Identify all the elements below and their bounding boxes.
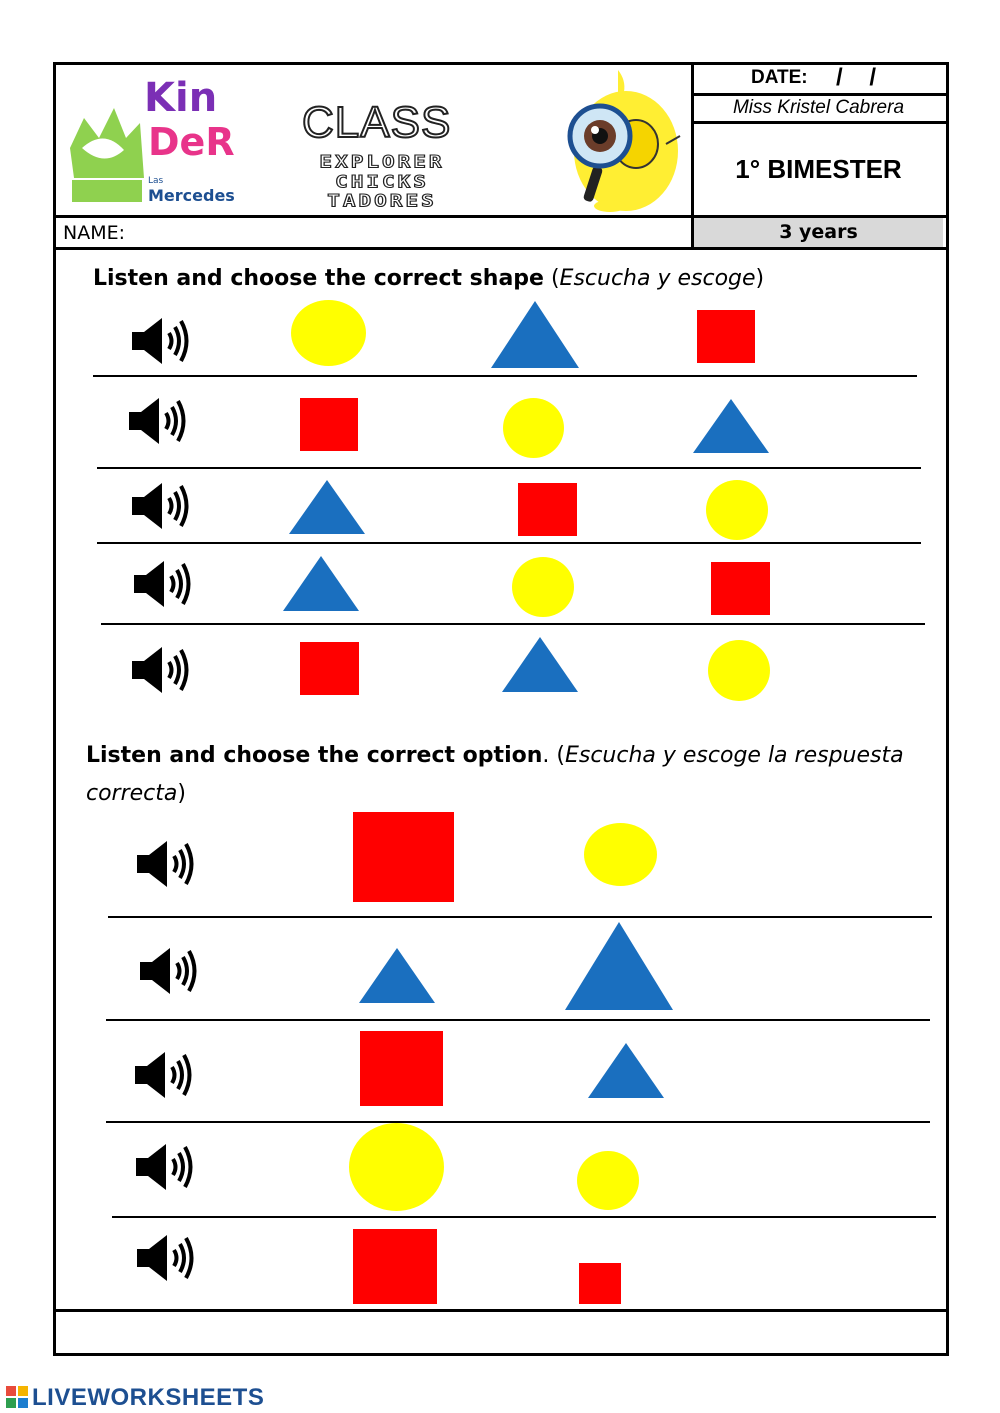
section1-instruction — [93, 266, 764, 291]
section2-row-separator — [112, 1216, 936, 1218]
small-yellow-circle-option[interactable] — [577, 1151, 639, 1210]
red-square-option[interactable] — [711, 562, 770, 615]
big-yellow-circle-option[interactable] — [349, 1123, 444, 1211]
speaker-icon[interactable] — [135, 1233, 199, 1283]
brand-blocks-icon — [6, 1386, 28, 1408]
age-label: 3 years — [779, 221, 858, 243]
section1-close-paren: ) — [755, 266, 765, 291]
yellow-circle-option[interactable] — [503, 398, 564, 458]
blue-triangle-option[interactable] — [491, 301, 579, 368]
section2-instruction-bold: Listen and choose the correct option — [86, 743, 543, 768]
name-row-bottom — [53, 247, 946, 250]
blue-triangle-option[interactable] — [693, 399, 769, 453]
bimester-label: 1° BIMESTER — [735, 154, 902, 184]
section1-row-separator — [101, 623, 925, 625]
brand-name: LIVEWORKSHEETS — [32, 1384, 265, 1411]
speaker-icon[interactable] — [130, 645, 194, 695]
speaker-icon[interactable] — [127, 396, 191, 446]
speaker-icon[interactable] — [132, 559, 196, 609]
date-label: DATE: — [751, 67, 808, 88]
school-logo — [64, 75, 235, 208]
yellow-circle-option[interactable] — [708, 640, 770, 701]
red-square-option[interactable] — [518, 483, 577, 536]
subtitle-line-3: TADORES — [327, 191, 437, 211]
red-square-option[interactable] — [300, 398, 358, 451]
date-field[interactable]: / / — [836, 64, 877, 91]
speaker-icon[interactable] — [133, 1050, 197, 1100]
logo-line3: Las — [148, 176, 164, 186]
speaker-icon[interactable] — [130, 481, 194, 531]
speaker-icon[interactable] — [134, 1142, 198, 1192]
section1-row-separator — [97, 467, 921, 469]
class-title: CLASS — [302, 98, 452, 147]
logo-line4: Mercedes — [148, 186, 235, 205]
yellow-circle-option[interactable] — [291, 300, 366, 366]
section1-open-paren: ( — [543, 266, 560, 291]
teacher-divider — [691, 121, 946, 124]
date-divider — [691, 93, 946, 96]
section1-row-separator — [97, 542, 921, 544]
subtitle-line-1: EXPLORER — [319, 152, 445, 172]
yellow-circle-option[interactable] — [512, 557, 574, 617]
section2-instruction-italic-2: correcta — [86, 781, 178, 806]
big-blue-triangle-option[interactable] — [565, 922, 673, 1010]
logo-line1: Kin — [144, 75, 218, 121]
teacher-name: Miss Kristel Cabrera — [732, 97, 905, 118]
section1-instruction-italic: Escucha y escoge — [559, 266, 756, 291]
section1-instruction-bold: Listen and choose the correct shape — [93, 266, 544, 291]
subtitle-line-2: CHICKS — [335, 172, 429, 192]
small-blue-triangle-option[interactable] — [588, 1043, 664, 1098]
blue-triangle-option[interactable] — [283, 556, 359, 611]
big-red-square-option[interactable] — [353, 812, 454, 902]
yellow-circle-option[interactable] — [706, 480, 768, 540]
section2-row-separator — [106, 1121, 930, 1123]
footer-row-line — [53, 1309, 946, 1312]
red-square-option[interactable] — [300, 642, 359, 695]
section2-close-paren: ) — [177, 781, 186, 806]
small-red-square-option[interactable] — [579, 1263, 621, 1304]
section2-row-separator — [106, 1019, 930, 1021]
blue-triangle-option[interactable] — [289, 480, 365, 534]
section2-row-separator — [108, 916, 932, 918]
big-red-square-option[interactable] — [360, 1031, 443, 1106]
big-red-square-option[interactable] — [353, 1229, 437, 1304]
section2-instruction — [86, 737, 906, 813]
name-label: NAME: — [63, 222, 126, 244]
chick-mascot-icon — [548, 66, 688, 214]
section2-mid: . ( — [542, 743, 565, 768]
speaker-icon[interactable] — [130, 316, 194, 366]
speaker-icon[interactable] — [138, 946, 202, 996]
logo-line2: DeR — [148, 120, 235, 164]
section2-instruction-italic: Escucha y escoge la respuesta — [564, 743, 904, 768]
small-yellow-circle-option[interactable] — [584, 823, 657, 886]
red-square-option[interactable] — [697, 310, 755, 363]
section1-row-separator — [93, 375, 917, 377]
speaker-icon[interactable] — [135, 839, 199, 889]
small-blue-triangle-option[interactable] — [359, 948, 435, 1003]
name-input[interactable] — [260, 219, 680, 245]
blue-triangle-option[interactable] — [502, 637, 578, 692]
